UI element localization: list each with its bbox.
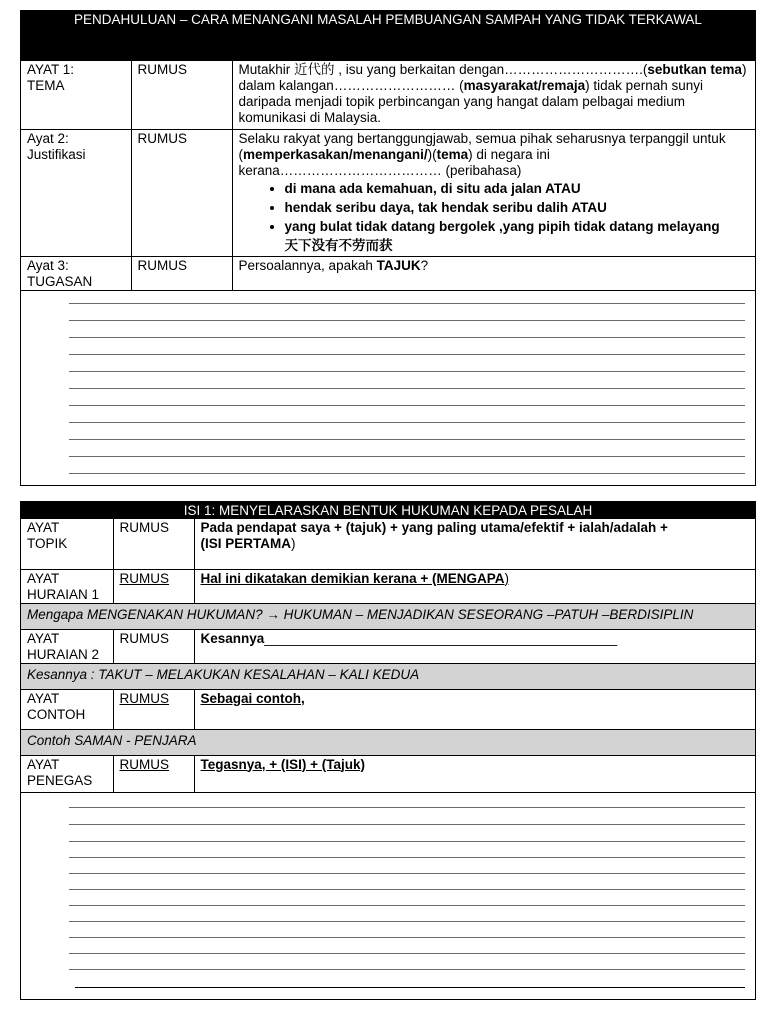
content-bold: Pada pendapat saya + (tajuk) + yang paling utama/efektif + ialah/adalah + (200, 520, 668, 535)
rumus-label: RUMUS (131, 129, 232, 256)
table-row (21, 629, 755, 663)
content-bold: (ISI PERTAMA (200, 536, 291, 551)
note-row (21, 603, 755, 629)
content-text: ) tidak pernah sunyi daripada menjadi topik perbincangan yang hangat dalam pelbagai medium komunikasi di Malaysia. (238, 78, 703, 125)
content-text: ) (291, 536, 296, 551)
writing-line (69, 969, 745, 970)
note-text: Contoh SAMAN - PENJARA (21, 729, 755, 755)
content-bold: Sebagai contoh, (200, 690, 305, 706)
writing-line (69, 439, 745, 440)
row-label (21, 755, 113, 792)
row-content (232, 61, 755, 129)
writing-line (69, 905, 745, 906)
content-text: ) di negara ini kerana……………………………… (peribahasa) (238, 146, 550, 178)
note-text: Kesannya : TAKUT – MELAKUKAN KESALAHAN – KALI KEDUA (21, 663, 755, 689)
row-label-line: PENEGAS (27, 772, 93, 788)
rumus-label: RUMUS (113, 519, 194, 569)
row-label-line: AYAT (27, 570, 60, 586)
writing-line (69, 320, 745, 321)
writing-line (69, 422, 745, 423)
writing-line (69, 857, 745, 858)
row-label-line: AYAT (27, 630, 60, 646)
row-label-line: TUGASAN (27, 273, 93, 289)
content-text: ? (420, 257, 429, 273)
row-label-line: TOPIK (27, 536, 68, 551)
row-label-line: Ayat 3: (27, 257, 69, 273)
writing-line (69, 841, 745, 842)
writing-line (69, 873, 745, 874)
note-text: Mengapa MENGENAKAN HUKUMAN? → HUKUMAN – MENJADIKAN SESEORANG –PATUH –BERDISIPLIN (21, 603, 755, 629)
rumus-label: RUMUS (113, 629, 194, 663)
writing-area[interactable] (21, 793, 755, 989)
note-row (21, 663, 755, 689)
row-label (21, 519, 113, 569)
row-label-line: HURAIAN 2 (27, 646, 100, 662)
row-label-line: AYAT (27, 756, 60, 772)
row-content (232, 129, 755, 256)
writing-line (69, 371, 745, 372)
row-label (21, 129, 131, 256)
content-text: ) (504, 570, 509, 586)
writing-line (75, 987, 745, 988)
pendahuluan-worksheet (20, 10, 756, 486)
row-content (194, 689, 755, 729)
table-row (21, 689, 755, 729)
writing-line (69, 824, 745, 825)
pendahuluan-table (21, 61, 755, 291)
list-item: • yang bulat tidak datang bergolek ,yang pipih tidak datang melayang (285, 218, 751, 236)
writing-line (69, 456, 745, 457)
table-row (21, 129, 755, 256)
rumus-label: RUMUS (131, 61, 232, 129)
note-row (21, 729, 755, 755)
peribahasa-list (239, 180, 751, 236)
writing-line (69, 354, 745, 355)
writing-line (69, 473, 745, 474)
writing-line (69, 953, 745, 954)
rumus-label: RUMUS (113, 755, 194, 792)
rumus-label: RUMUS (131, 256, 232, 290)
rumus-label: RUMUS (113, 569, 194, 603)
isi-worksheet (20, 501, 756, 1000)
content-text: Persoalannya, apakah (238, 257, 377, 273)
writing-line (69, 889, 745, 890)
content-bold: sebutkan tema (647, 62, 742, 77)
content-text: Selaku rakyat yang bertanggungjawab, semua pihak seharusnya terpanggil untuk ( (238, 130, 726, 162)
content-text: Mutakhir 近代的 , isu yang berkaitan dengan………………………….( (238, 62, 648, 77)
row-label (21, 61, 131, 129)
writing-area[interactable] (21, 291, 755, 487)
row-label (21, 569, 113, 603)
writing-line (69, 405, 745, 406)
writing-line (69, 807, 745, 808)
table-row (21, 61, 755, 129)
writing-line (69, 303, 745, 304)
row-content (194, 755, 755, 792)
pendahuluan-title: PENDAHULUAN – CARA MENANGANI MASALAH PEMBUANGAN SAMPAH YANG TIDAK TERKAWAL (21, 11, 755, 61)
table-row (21, 519, 755, 569)
table-row (21, 256, 755, 290)
row-label (21, 629, 113, 663)
isi-table (21, 519, 755, 793)
writing-line (69, 937, 745, 938)
list-item: • di mana ada kemahuan, di situ ada jalan ATAU (285, 180, 751, 198)
row-label (21, 256, 131, 290)
writing-line (69, 921, 745, 922)
row-label-line: Justifikasi (27, 146, 86, 162)
content-bold: Kesannya (200, 630, 265, 646)
content-bold: Tegasnya, + (ISI) + (Tajuk) (200, 756, 366, 772)
content-text: ) dalam kalangan……………………… ( (238, 62, 747, 93)
row-content (194, 629, 755, 663)
content-bold: Hal ini dikatakan demikian kerana + (MENGAPA (200, 570, 505, 586)
table-row (21, 569, 755, 603)
content-bold: TAJUK (376, 257, 421, 273)
list-item: • hendak seribu daya, tak hendak seribu dalih ATAU (285, 199, 751, 217)
writing-line (69, 388, 745, 389)
content-text: )( (427, 146, 437, 162)
content-blank[interactable]: _______________________________________________ (264, 630, 618, 646)
row-content (194, 519, 755, 569)
row-label-line: AYAT (27, 520, 60, 535)
row-label-line: TEMA (27, 78, 65, 93)
content-bold: tema (436, 146, 469, 162)
isi-title: ISI 1: MENYELARASKAN BENTUK HUKUMAN KEPADA PESALAH (21, 502, 755, 519)
rumus-label: RUMUS (113, 689, 194, 729)
row-label-line: HURAIAN 1 (27, 586, 100, 602)
content-bold: memperkasakan/menangani/ (243, 146, 428, 162)
writing-line (69, 337, 745, 338)
chinese-proverb: 天下没有不劳而获 (284, 237, 393, 253)
content-bold: masyarakat/remaja (463, 78, 586, 93)
table-row (21, 755, 755, 792)
row-content (194, 569, 755, 603)
row-label-line: AYAT (27, 690, 60, 706)
row-content (232, 256, 755, 290)
row-label-line: Ayat 2: (27, 130, 69, 146)
row-label (21, 689, 113, 729)
row-label-line: CONTOH (27, 706, 86, 722)
row-label-line: AYAT 1: (27, 62, 75, 77)
